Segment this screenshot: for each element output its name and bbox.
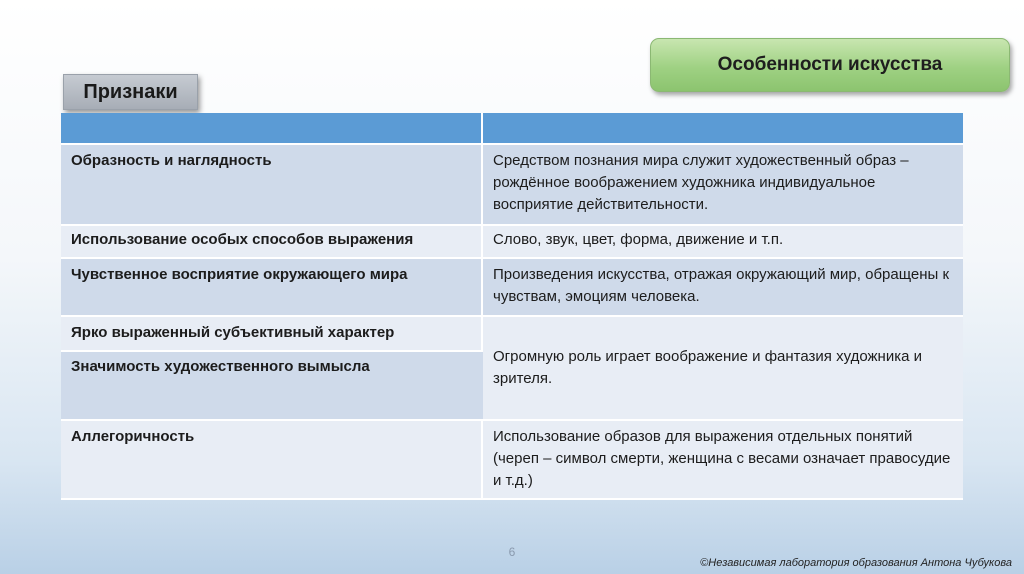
description-cell: Слово, звук, цвет, форма, движение и т.п. (483, 226, 963, 259)
description-cell: Произведения искусства, отражая окружающий мир, обращены к чувствам, эмоциям человека. (483, 259, 963, 317)
feature-cell: Аллегоричность (61, 421, 483, 500)
description-cell: Огромную роль играет воображение и фантазия художника и зрителя. (483, 317, 963, 421)
table-row (61, 317, 963, 352)
description-cell: Использование образов для выражения отдельных понятий (череп – символ смерти, женщина с весами означает правосудие и т.д.) (483, 421, 963, 500)
features-table (61, 113, 963, 500)
table-row (61, 145, 963, 226)
table-row (61, 259, 963, 317)
feature-cell: Ярко выраженный субъективный характер (61, 317, 483, 352)
feature-cell: Использование особых способов выражения (61, 226, 483, 259)
feature-cell: Значимость художественного вымысла (61, 352, 483, 421)
feature-cell: Образность и наглядность (61, 145, 483, 226)
footer-credit: ©Независимая лаборатория образования Антона Чубукова (700, 557, 1012, 569)
slide-number: 6 (508, 545, 516, 559)
table-header-row (61, 113, 963, 145)
table-header-cell (483, 113, 963, 145)
slide-title: Особенности искусства (650, 38, 1010, 92)
description-cell: Средством познания мира служит художественный образ – рождённое воображением художника индивидуальное восприятие действительности. (483, 145, 963, 226)
table-header-cell (61, 113, 483, 145)
section-label: Признаки (63, 74, 198, 110)
table-row (61, 226, 963, 259)
feature-cell: Чувственное восприятие окружающего мира (61, 259, 483, 317)
table-row (61, 421, 963, 500)
